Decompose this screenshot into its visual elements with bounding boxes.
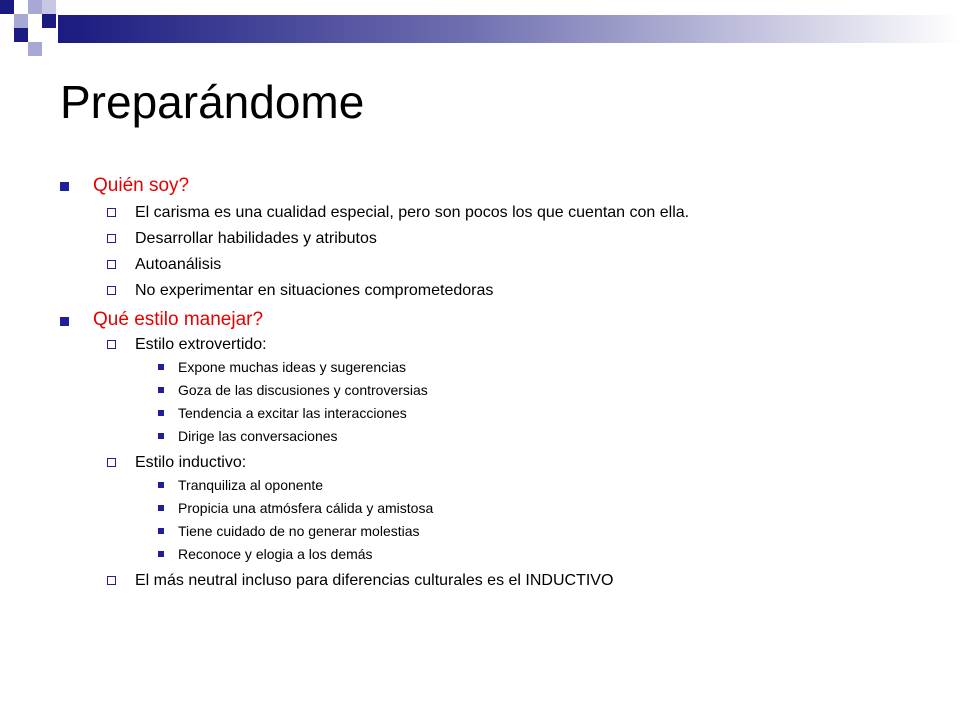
- list-item: Tiene cuidado de no generar molestias: [178, 523, 420, 539]
- hollow-square-bullet-icon: [107, 576, 116, 585]
- conclusion-text: El más neutral incluso para diferencias culturales es el INDUCTIVO: [135, 572, 614, 589]
- hollow-square-bullet-icon: [107, 458, 116, 467]
- hollow-square-bullet-icon: [107, 286, 116, 295]
- list-item: Dirige las conversaciones: [178, 428, 338, 444]
- deco-square: [28, 42, 42, 56]
- small-square-bullet-icon: [158, 528, 164, 534]
- hollow-square-bullet-icon: [107, 340, 116, 349]
- hollow-square-bullet-icon: [107, 208, 116, 217]
- list-item: Autoanálisis: [135, 256, 222, 273]
- style-label-extrovertido: Estilo extrovertido:: [135, 336, 267, 353]
- list-item: Reconoce y elogia a los demás: [178, 546, 373, 562]
- list-item: El carisma es una cualidad especial, pero son pocos los que cuentan con ella.: [135, 204, 690, 221]
- small-square-bullet-icon: [158, 482, 164, 488]
- list-item: Propicia una atmósfera cálida y amistosa: [178, 500, 434, 516]
- section-heading-estilo: Qué estilo manejar?: [93, 309, 264, 330]
- deco-square: [42, 0, 56, 14]
- list-item: No experimentar en situaciones comprometedoras: [135, 282, 494, 299]
- list-item: Tendencia a excitar las interacciones: [178, 405, 407, 421]
- square-bullet-icon: [60, 317, 69, 326]
- deco-square: [14, 14, 28, 28]
- section-heading-quien: Quién soy?: [93, 175, 190, 196]
- gradient-bar: [58, 15, 960, 43]
- slide-title: Preparándome: [60, 76, 365, 128]
- style-label-inductivo: Estilo inductivo:: [135, 454, 247, 471]
- list-item: Desarrollar habilidades y atributos: [135, 230, 377, 247]
- list-item: Goza de las discusiones y controversias: [178, 382, 428, 398]
- deco-square: [14, 28, 28, 42]
- hollow-square-bullet-icon: [107, 234, 116, 243]
- deco-square: [28, 0, 42, 14]
- header-decoration: [0, 0, 960, 60]
- small-square-bullet-icon: [158, 433, 164, 439]
- list-item: Tranquiliza al oponente: [178, 477, 324, 493]
- small-square-bullet-icon: [158, 551, 164, 557]
- deco-square: [42, 14, 56, 28]
- hollow-square-bullet-icon: [107, 260, 116, 269]
- small-square-bullet-icon: [158, 410, 164, 416]
- small-square-bullet-icon: [158, 505, 164, 511]
- deco-square: [0, 0, 14, 14]
- small-square-bullet-icon: [158, 387, 164, 393]
- small-square-bullet-icon: [158, 364, 164, 370]
- list-item: Expone muchas ideas y sugerencias: [178, 359, 407, 375]
- square-bullet-icon: [60, 182, 69, 191]
